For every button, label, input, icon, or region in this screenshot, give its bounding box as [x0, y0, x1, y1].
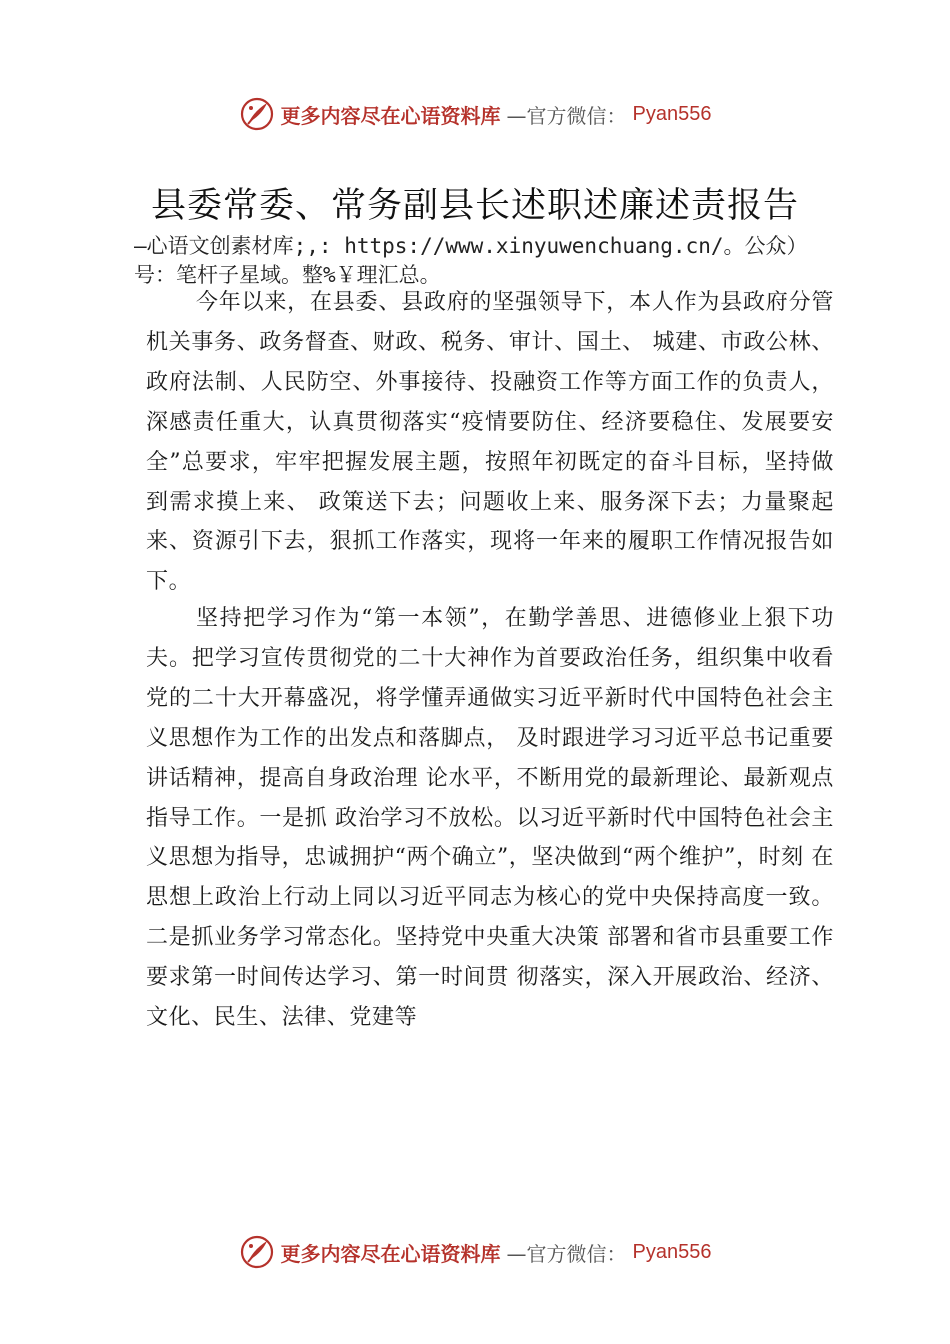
banner-wechat-id: Pyan556 [632, 1240, 712, 1263]
quill-pen-logo-icon [239, 1234, 275, 1270]
source-line: —心语文创素材库;,: https://www.xinyuwenchuang.cn/。公众）号：笔杆子星域。整%￥理汇总。 [134, 234, 808, 287]
quill-pen-logo-icon [239, 96, 275, 132]
header-banner [0, 92, 950, 136]
body-paragraph-2: 坚持把学习作为“第一本领”，在勤学善思、进德修业上狠下功夫。把学习宣传贯彻党的二十大神作为首要政治任务，组织集中收看党的二十大开幕盛况，将学懂弄通做实习近平新时代中国特色社会主义思想作为工作的出发点和落脚点， 及时跟进学习习近平总书记重要讲话精神，提高自身政治理 论水平，不断用党的最新理论、最新观点指导工作。一是抓 政治学习不放松。以习近平新时代中国特色社会主义思想为指导，忠诚拥护“两个确立”，坚决做到“两个维护”，时刻 在思想上政治上行动上同以习近平同志为核心的党中央保持高度一致。二是抓业务学习常态化。坚持党中央重大决策 部署和省市县重要工作要求第一时间传达学习、第一时间贯 彻落实，深入开展政治、经济、文化、民生、法律、党建等 [146, 606, 834, 1031]
body-paragraph-1: 今年以来，在县委、县政府的坚强领导下，本人作为县政府分管机关事务、政务督查、财政、税务、审计、国土、 城建、市政公林、政府法制、人民防空、外事接待、投融资工作等方面工作的负责人，深感责任重大，认真贯彻落实“疫情要防住、经济要稳住、发展要安全”总要求，牢牢把握发展主题，按照年初既定的奋斗目标，坚持做到需求摸上来、 政策送下去；问题收上来、服务深下去；力量聚起来、资源引下去，狠抓工作落实，现将一年来的履职工作情况报告如下。 [146, 290, 834, 595]
document-title: 县委常委、常务副县长述职述廉述责报告 [150, 186, 799, 226]
banner-wechat-label: —官方微信： [506, 103, 627, 128]
banner-site-text: 更多内容尽在心语资料库 [280, 103, 501, 128]
footer-banner [0, 1230, 950, 1274]
banner-wechat-label: —官方微信： [506, 1241, 627, 1266]
banner-site-text: 更多内容尽在心语资料库 [280, 1241, 501, 1266]
banner-wechat-id: Pyan556 [632, 102, 712, 125]
